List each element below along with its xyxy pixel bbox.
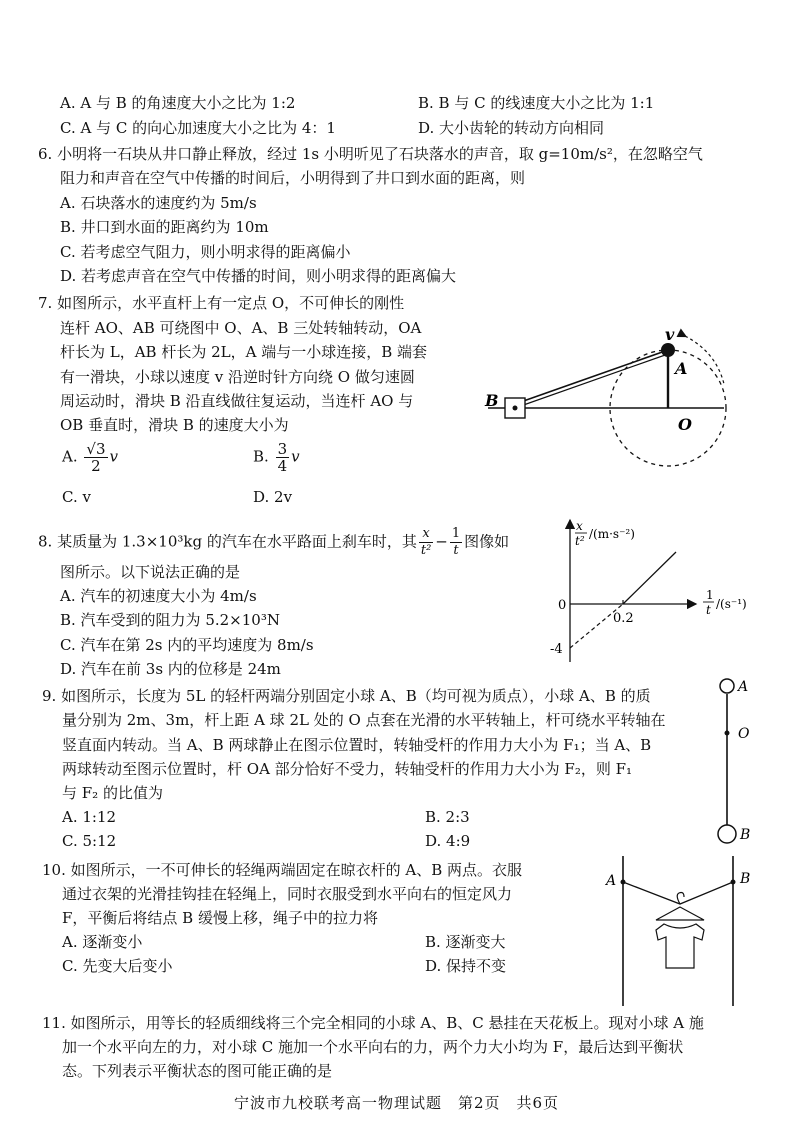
q10-label-b: B xyxy=(740,871,751,887)
q7-option-b-denominator: 4 xyxy=(277,457,288,475)
q9-stem-line1: 9. 如图所示，长度为 5L 的轻杆两端分别固定小球 A、B（均可视为质点），小球 A、B 的质 xyxy=(42,687,651,705)
q9-option-a: A. 1:12 xyxy=(62,808,117,826)
q10-point-b xyxy=(731,880,736,885)
q5-option-d: D. 大小齿轮的转动方向相同 xyxy=(418,119,605,137)
q8-stem-minus: − xyxy=(435,532,448,551)
q8-stem-fraction-1-t xyxy=(450,526,462,559)
q9-option-c: C. 5:12 xyxy=(62,832,117,850)
q9-figure xyxy=(712,674,768,850)
q9-option-d: D. 4:9 xyxy=(425,832,471,850)
q7-stem-line5: 周运动时，滑块 B 沿直线做往复运动，当连杆 AO 与 xyxy=(60,392,414,410)
q10-option-d: D. 保持不变 xyxy=(425,957,507,975)
q10-hanger xyxy=(656,907,704,920)
q7-rotation-arrow xyxy=(685,336,724,384)
q10-option-c: C. 先变大后变小 xyxy=(62,957,173,975)
q11-stem-line2: 加一个水平向左的力，对小球 C 施加一个水平向右的力，两个力大小均为 F，最后达到平衡状 xyxy=(62,1038,684,1056)
q7-label-a: A xyxy=(675,359,688,378)
q8-frac1-num: x xyxy=(419,526,433,543)
q8-xlabel-unit: /(s⁻¹) xyxy=(716,597,747,611)
page-footer: 宁波市九校联考高一物理试题 第2页 共6页 xyxy=(233,1094,560,1112)
q8-xlabel-num: 1 xyxy=(706,588,714,602)
q8-ylabel-den: t² xyxy=(575,534,585,548)
q9-stem-line3: 竖直面内转动。当 A、B 两球静止在图示位置时，转轴受杆的作用力大小为 F₁；当 A、B xyxy=(62,736,652,754)
q8-graph xyxy=(540,510,765,670)
q8-stem-prefix: 8. 某质量为 1.3×10³kg 的汽车在水平路面上刹车时，其 xyxy=(38,532,417,551)
q7-stem-line2: 连杆 AO、AB 可绕图中 O、A、B 三处转轴转动，OA xyxy=(60,319,422,337)
q10-option-a: A. 逐渐变小 xyxy=(62,933,143,951)
q8-y-tick-label: -4 xyxy=(550,642,563,657)
q8-option-b: B. 汽车受到的阻力为 5.2×10³N xyxy=(60,611,280,629)
q6-option-c: C. 若考虑空气阻力，则小明求得的距离偏小 xyxy=(60,243,351,261)
q7-option-a-denominator: 2 xyxy=(91,457,101,475)
q9-stem-line4: 两球转动至图示位置时，杆 OA 部分恰好不受力，转轴受杆的作用力大小为 F₂，则 F₁ xyxy=(62,760,633,778)
q8-option-a: A. 汽车的初速度大小为 4m/s xyxy=(60,587,257,605)
q7-label-v: v xyxy=(665,325,675,344)
q7-option-a-fraction xyxy=(84,441,107,474)
q9-pivot-o xyxy=(725,731,730,736)
q9-label-o: O xyxy=(738,726,750,742)
q7-ball-a xyxy=(661,343,675,357)
q11-stem-line1: 11. 如图所示，用等长的轻质细线将三个完全相同的小球 A、B、C 悬挂在天花板上。现对小球 A 施 xyxy=(42,1014,704,1032)
q8-stem-suffix: 图像如 xyxy=(464,532,510,551)
q10-label-a: A xyxy=(606,873,617,889)
q10-figure xyxy=(598,852,768,1010)
q8-stem-fraction-x-t2 xyxy=(419,526,433,559)
q7-option-a-variable: v xyxy=(109,447,118,466)
q7-option-b-variable: v xyxy=(291,447,300,466)
q8-option-d: D. 汽车在前 3s 内的位移是 24m xyxy=(60,660,281,678)
q8-stem-line2: 图所示。以下说法正确的是 xyxy=(60,563,241,581)
q9-label-a: A xyxy=(738,679,749,695)
q8-stem-line1 xyxy=(38,526,509,559)
q9-stem-line5: 与 F₂ 的比值为 xyxy=(62,784,163,802)
q6-option-a: A. 石块落水的速度约为 5m/s xyxy=(60,194,257,212)
q7-option-b-numerator: 3 xyxy=(277,440,288,458)
q6-option-b: B. 井口到水面的距离约为 10m xyxy=(60,218,269,236)
q7-option-b xyxy=(253,441,300,474)
q8-frac2-den: t xyxy=(453,543,459,558)
q10-stem-line1: 10. 如图所示，一不可伸长的轻绳两端固定在晾衣杆的 A、B 两点。衣服 xyxy=(42,861,523,879)
q5-option-c: C. A 与 C 的向心加速度大小之比为 4：1 xyxy=(60,119,336,137)
q8-ylabel-num: x xyxy=(576,519,583,533)
q7-option-c: C. v xyxy=(62,488,91,506)
q7-rod-ab xyxy=(515,350,668,404)
q8-line-data xyxy=(623,552,676,604)
q5-option-b: B. B 与 C 的线速度大小之比为 1:1 xyxy=(418,94,655,112)
q7-stem-line3: 杆长为 L，AB 杆长为 2L，A 端与一小球连接，B 端套 xyxy=(60,343,428,361)
q7-stem-line6: OB 垂直时，滑块 B 的速度大小为 xyxy=(60,416,289,434)
q9-label-b: B xyxy=(740,827,751,843)
q6-option-d: D. 若考虑声音在空气中传播的时间，则小明求得的距离偏大 xyxy=(60,267,457,285)
q8-option-c: C. 汽车在第 2s 内的平均速度为 8m/s xyxy=(60,636,314,654)
q7-stem-line4: 有一滑块，小球以速度 v 沿逆时针方向绕 O 做匀速圆 xyxy=(60,368,415,386)
q7-option-a-label: A. xyxy=(62,447,78,466)
q7-figure xyxy=(478,312,738,522)
q7-label-b: B xyxy=(485,391,499,410)
q7-option-a-numerator: √3 xyxy=(86,440,106,458)
q10-shirt xyxy=(656,924,704,968)
q6-stem-line1: 6. 小明将一石块从井口静止释放，经过 1s 小明听见了石块落水的声音，取 g=10m/s²，在忽略空气 xyxy=(38,145,703,163)
q10-stem-line3: F，平衡后将结点 B 缓慢上移，绳子中的拉力将 xyxy=(62,909,378,927)
q6-stem-line2: 阻力和声音在空气中传播的时间后，小明得到了井口到水面的距离，则 xyxy=(60,169,526,187)
q7-label-o: O xyxy=(678,415,692,434)
q8-ylabel-unit: /(m·s⁻²) xyxy=(589,527,635,541)
q9-stem-line2: 量分别为 2m、3m，杆上距 A 球 2L 处的 O 点套在光滑的水平转轴上，杆可绕水平转轴在 xyxy=(62,711,666,729)
q10-option-b: B. 逐渐变大 xyxy=(425,933,506,951)
q8-x-tick-label: 0.2 xyxy=(613,611,634,626)
q9-ball-a xyxy=(720,679,734,693)
q8-origin-label: 0 xyxy=(558,598,567,613)
q7-pivot-b xyxy=(513,406,518,411)
q7-option-d: D. 2v xyxy=(253,488,293,506)
q7-option-b-fraction xyxy=(276,441,290,474)
q9-option-b: B. 2:3 xyxy=(425,808,470,826)
q8-xlabel-den: t xyxy=(706,603,711,617)
q5-option-a: A. A 与 B 的角速度大小之比为 1:2 xyxy=(60,94,296,112)
q7-rod-ab-edge xyxy=(515,354,668,408)
q10-stem-line2: 通过衣架的光滑挂钩挂在轻绳上，同时衣服受到水平向右的恒定风力 xyxy=(62,885,513,903)
q11-stem-line3: 态。下列表示平衡状态的图可能正确的是 xyxy=(62,1062,333,1080)
q8-frac2-num: 1 xyxy=(451,526,461,541)
q10-point-a xyxy=(621,880,626,885)
q9-ball-b xyxy=(718,825,736,843)
q7-option-a xyxy=(62,441,118,474)
q7-option-b-label: B. xyxy=(253,447,269,466)
q7-stem-line1: 7. 如图所示，水平直杆上有一定点 O，不可伸长的刚性 xyxy=(38,294,405,312)
q8-frac1-den: t² xyxy=(420,543,432,558)
